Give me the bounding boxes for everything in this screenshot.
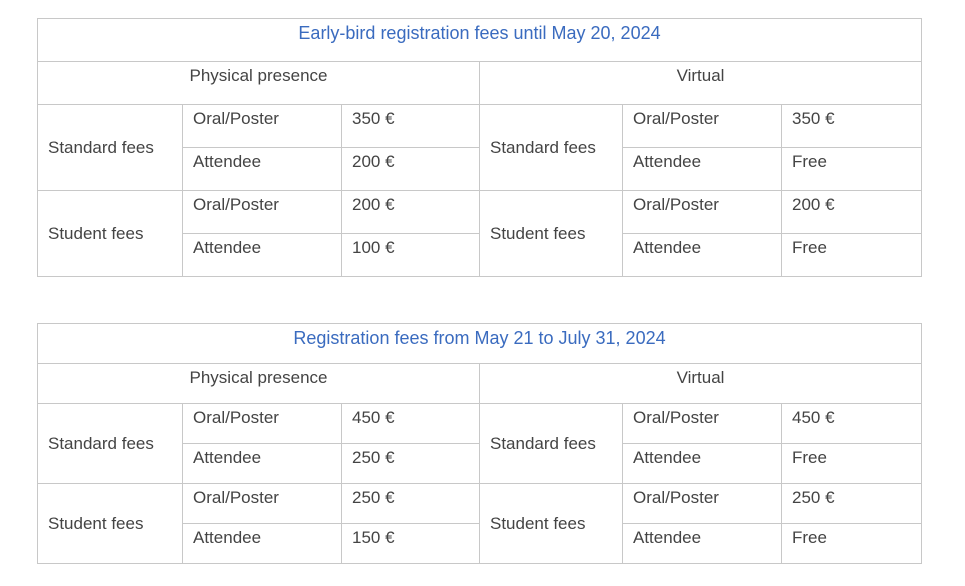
fee-price: Free [782,524,922,564]
regular-fees-table [37,323,922,564]
fee-type: Oral/Poster [183,404,342,444]
fee-type: Attendee [623,524,782,564]
physical-presence-header: Physical presence [38,62,480,105]
table-row [38,484,922,524]
table-row [38,105,922,148]
physical-standard-fees-label: Standard fees [38,404,183,484]
physical-presence-header: Physical presence [38,364,480,404]
table-title: Registration fees from May 21 to July 31, 2024 [38,324,922,364]
fee-price: 100 € [342,234,480,277]
fee-price: Free [782,234,922,277]
fee-price: 200 € [342,148,480,191]
fee-type: Attendee [623,234,782,277]
fee-price: 200 € [782,191,922,234]
fee-price: 250 € [782,484,922,524]
fee-price: 350 € [782,105,922,148]
virtual-student-fees-label: Student fees [480,484,623,564]
fee-price: 250 € [342,484,480,524]
physical-student-fees-label: Student fees [38,191,183,277]
physical-standard-fees-label: Standard fees [38,105,183,191]
virtual-student-fees-label: Student fees [480,191,623,277]
fee-price: 200 € [342,191,480,234]
virtual-standard-fees-label: Standard fees [480,404,623,484]
virtual-header: Virtual [480,364,922,404]
table-title-row [38,19,922,62]
fee-price: Free [782,444,922,484]
fee-type: Oral/Poster [183,484,342,524]
fee-type: Attendee [183,524,342,564]
fee-type: Oral/Poster [183,105,342,148]
table-title: Early-bird registration fees until May 20, 2024 [38,19,922,62]
virtual-standard-fees-label: Standard fees [480,105,623,191]
fee-type: Oral/Poster [623,484,782,524]
physical-student-fees-label: Student fees [38,484,183,564]
fee-type: Oral/Poster [623,191,782,234]
virtual-header: Virtual [480,62,922,105]
fee-type: Attendee [623,444,782,484]
fee-price: 350 € [342,105,480,148]
table-row [38,191,922,234]
mode-header-row [38,62,922,105]
mode-header-row [38,364,922,404]
table-title-row [38,324,922,364]
fee-price: Free [782,148,922,191]
fee-type: Oral/Poster [183,191,342,234]
fee-price: 450 € [782,404,922,444]
early-bird-fees-table [37,18,922,277]
fee-type: Oral/Poster [623,404,782,444]
fee-type: Attendee [183,444,342,484]
fee-type: Attendee [183,234,342,277]
table-row [38,404,922,444]
fee-price: 450 € [342,404,480,444]
fee-type: Attendee [183,148,342,191]
fee-type: Oral/Poster [623,105,782,148]
fee-price: 150 € [342,524,480,564]
fee-price: 250 € [342,444,480,484]
fee-type: Attendee [623,148,782,191]
